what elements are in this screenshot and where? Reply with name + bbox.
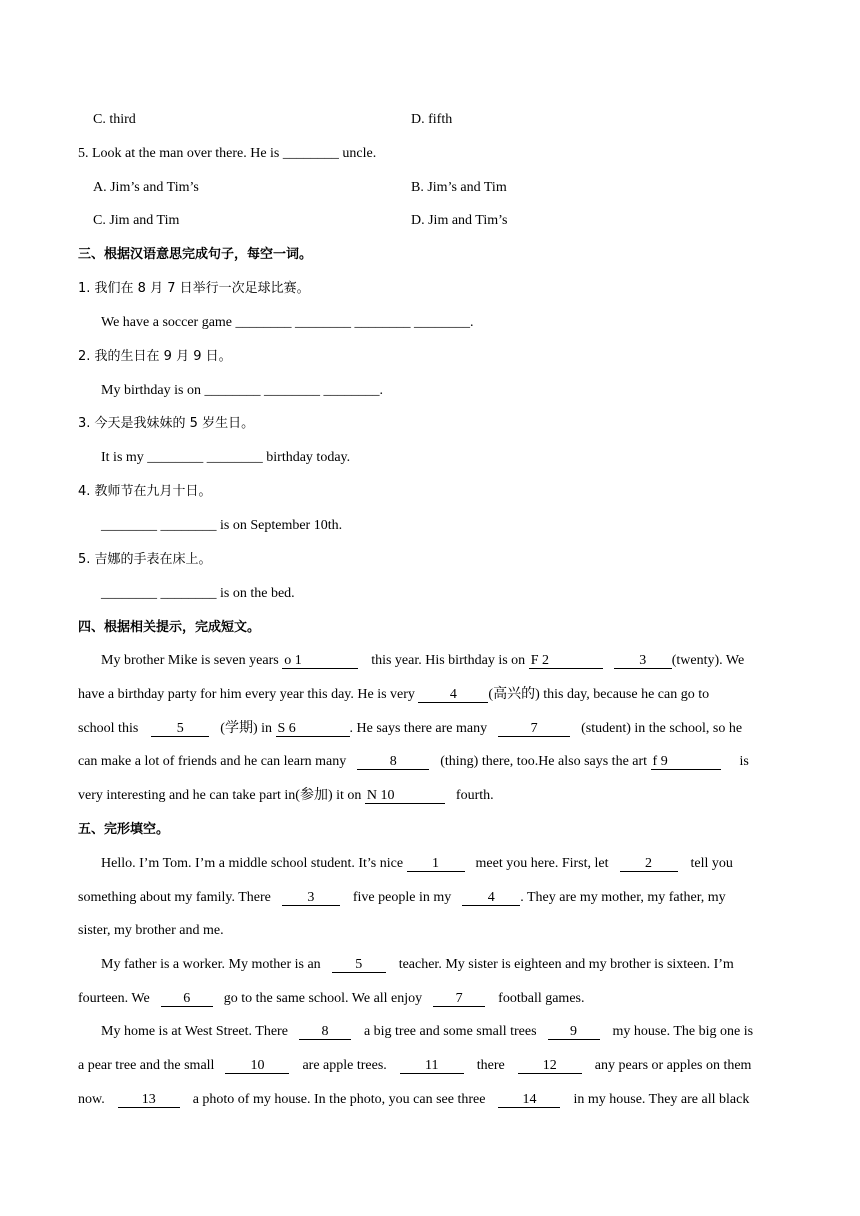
s5-text: teacher. My sister is eighteen and my brother is sixteen. I’m <box>398 957 734 972</box>
cloze-blank-13: 13 <box>118 1093 180 1108</box>
fill-blank-9: f 9 <box>651 755 721 770</box>
s5-line6 <box>101 1023 753 1041</box>
s3-item3-cn: 3. 今天是我妹妹的 5 岁生日。 <box>78 416 255 431</box>
s4-line3 <box>78 720 742 738</box>
s3-item1-cn: 1. 我们在 8 月 7 日举行一次足球比赛。 <box>78 281 310 296</box>
s4-text: My brother Mike is seven years <box>101 653 279 668</box>
s5-text: football games. <box>498 991 585 1006</box>
s3-item2-cn: 2. 我的生日在 9 月 9 日。 <box>78 349 232 364</box>
s5-text: any pears or apples on them <box>594 1058 752 1073</box>
cloze-blank-14: 14 <box>498 1093 560 1108</box>
s3-item4-cn: 4. 教师节在九月十日。 <box>78 484 212 499</box>
s4-line1 <box>101 652 744 670</box>
s5-text: My father is a worker. My mother is an <box>101 957 321 972</box>
s3-item5-cn: 5. 吉娜的手表在床上。 <box>78 552 212 567</box>
s5-line4 <box>101 956 734 974</box>
s5-line3: sister, my brother and me. <box>78 923 224 938</box>
s5-line1 <box>101 855 733 873</box>
section4-heading: 四、根据相关提示，完成短文。 <box>78 620 261 635</box>
s4-text: have a birthday party for him every year this day. He is very <box>78 687 415 702</box>
fill-blank-1: o 1 <box>282 654 358 669</box>
s5-text: a big tree and some small trees <box>363 1024 537 1039</box>
fill-blank-8: 8 <box>357 755 429 770</box>
s5-text: now. <box>78 1092 105 1107</box>
cloze-blank-5: 5 <box>332 958 386 973</box>
s5-text: five people in my <box>352 890 452 905</box>
s5-line8 <box>78 1091 749 1109</box>
s4-text: (高兴的) this day, because he can go to <box>488 687 710 702</box>
section5-heading: 五、完形填空。 <box>78 822 170 837</box>
s5-text: there <box>476 1058 505 1073</box>
s4-line5 <box>78 787 494 805</box>
cloze-blank-7: 7 <box>433 992 485 1007</box>
s4-line4 <box>78 753 749 771</box>
s4-text: school this <box>78 721 139 736</box>
q4-option-c: C. third <box>93 112 136 127</box>
q5-stem-before: 5. Look at the man over there. He is <box>78 146 280 161</box>
s5-text: Hello. I’m Tom. I’m a middle school student. It’s nice <box>101 856 404 871</box>
s4-text: (学期) in <box>220 721 272 736</box>
cloze-blank-10: 10 <box>225 1059 289 1074</box>
s4-line2 <box>78 686 709 704</box>
s5-text: . They are my mother, my father, my <box>520 890 726 905</box>
cloze-blank-2: 2 <box>620 857 678 872</box>
s4-text: very interesting and he can take part in(参加) it on <box>78 788 362 803</box>
q5-option-d: D. Jim and Tim’s <box>411 213 508 228</box>
s4-text: is <box>739 754 749 769</box>
s5-text: a pear tree and the small <box>78 1058 215 1073</box>
s3-item3-en: It is my ________ ________ birthday today. <box>101 450 351 465</box>
s5-text: are apple trees. <box>302 1058 387 1073</box>
s5-text: a photo of my house. In the photo, you can see three <box>192 1092 486 1107</box>
fill-blank-5: 5 <box>151 722 209 737</box>
s4-text: (thing) there, too.He also says the art <box>440 754 648 769</box>
q5-stem <box>78 145 376 163</box>
fill-blank-2: F 2 <box>529 654 603 669</box>
fill-blank-6: S 6 <box>276 722 350 737</box>
s3-item1-en: We have a soccer game ________ ________ ________ ________. <box>101 315 474 330</box>
cloze-blank-12: 12 <box>518 1059 582 1074</box>
cloze-blank-6: 6 <box>161 992 213 1007</box>
q5-option-b: B. Jim’s and Tim <box>411 180 507 195</box>
fill-blank-4: 4 <box>418 688 488 703</box>
s5-text: go to the same school. We all enjoy <box>223 991 423 1006</box>
cloze-blank-8: 8 <box>299 1025 351 1040</box>
q5-stem-after: uncle. <box>342 146 377 161</box>
s4-text: . He says there are many <box>349 721 488 736</box>
s5-text: fourteen. We <box>78 991 150 1006</box>
s5-text: something about my family. There <box>78 890 271 905</box>
s4-text: this year. His birthday is on <box>371 653 526 668</box>
s3-item4-en: ________ ________ is on September 10th. <box>101 518 343 533</box>
s4-text: fourth. <box>455 788 494 803</box>
s4-text: (student) in the school, so he <box>581 721 743 736</box>
section3-heading: 三、根据汉语意思完成句子，每空一词。 <box>78 247 313 262</box>
q5-blank: ________ <box>282 146 339 161</box>
q5-option-c: C. Jim and Tim <box>93 213 180 228</box>
s3-item2-en: My birthday is on ________ ________ ________. <box>101 383 383 398</box>
s4-text: can make a lot of friends and he can learn many <box>78 754 347 769</box>
s5-line5 <box>78 990 584 1008</box>
cloze-blank-1: 1 <box>407 857 465 872</box>
cloze-blank-4: 4 <box>462 891 520 906</box>
s5-text: My home is at West Street. There <box>101 1024 288 1039</box>
s5-line2 <box>78 889 726 907</box>
fill-blank-3: 3 <box>614 654 672 669</box>
q5-option-a: A. Jim’s and Tim’s <box>93 180 199 195</box>
s5-text: in my house. They are all black <box>573 1092 750 1107</box>
s3-item5-en: ________ ________ is on the bed. <box>101 586 295 601</box>
s4-text: (twenty). We <box>671 653 745 668</box>
fill-blank-10: N 10 <box>365 789 445 804</box>
cloze-blank-11: 11 <box>400 1059 464 1074</box>
fill-blank-7: 7 <box>498 722 570 737</box>
cloze-blank-3: 3 <box>282 891 340 906</box>
s5-text: my house. The big one is <box>612 1024 754 1039</box>
s5-text: tell you <box>690 856 733 871</box>
q4-option-d: D. fifth <box>411 112 453 127</box>
cloze-blank-9: 9 <box>548 1025 600 1040</box>
s5-text: meet you here. First, let <box>475 856 609 871</box>
s5-line7 <box>78 1057 751 1075</box>
